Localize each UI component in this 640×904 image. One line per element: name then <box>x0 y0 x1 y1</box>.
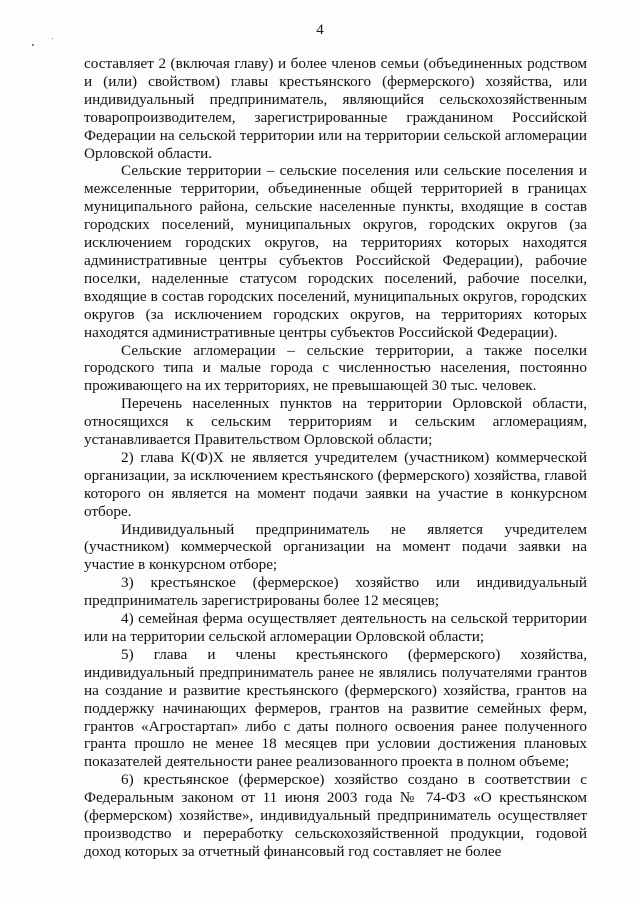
paragraph: составляет 2 (включая главу) и более членов семьи (объединенных родством и (или) свойством) главы крестьянского (фермерского) хозяйства, или индивидуальный предприниматель, являющийся сельскохозяйственным товаропроизводителем, зарегистрированные гражданином Российской Федерации на сельской территории или на территории сельской агломерации Орловской области. <box>84 55 587 162</box>
paragraph: 5) глава и члены крестьянского (фермерского) хозяйства, индивидуальный предприниматель ранее не являлись получателями грантов на создание и развитие крестьянского (фермерского) хозяйства, грантов на поддержку начинающих фермеров, грантов на развитие семейных ферм, грантов «Агростартап» либо с даты полного освоения ранее полученного гранта прошло не менее 18 месяцев при условии достижения плановых показателей деятельности ранее реализованного проекта в полном объеме; <box>84 645 587 771</box>
scan-speck <box>32 44 34 46</box>
paragraph: 2) глава К(Ф)Х не является учредителем (участником) коммерческой организации, за исключением крестьянского (фермерского) хозяйства, главой которого он является на момент подачи заявки на участие в конкурсном отборе. <box>84 448 587 520</box>
paragraph: Сельские агломерации – сельские территории, а также поселки городского типа и малые города с численностью населения, постоянно проживающего на их территориях, не превышающей 30 тыс. человек. <box>84 341 587 395</box>
paragraph: 3) крестьянское (фермерское) хозяйство или индивидуальный предприниматель зарегистрированы более 12 месяцев; <box>84 574 587 610</box>
paragraph: 4) семейная ферма осуществляет деятельность на сельской территории или на территории сельской агломерации Орловской области; <box>84 610 587 645</box>
paragraph: Сельские территории – сельские поселения или сельские поселения и межселенные территории, объединенные общей территорией в границах муниципального района, сельские населенные пункты, входящие в состав городских поселений, муниципальных округов, городских округов (за исключением городских округов, на территориях которых находятся административные центры субъектов Российской Федерации), рабочие поселки, наделенные статусом городских поселений, рабочие поселки, входящие в состав городских поселений, муниципальных округов, городских округов (за исключением городских округов, на территориях которых находятся административные центры субъектов Российской Федерации). <box>84 162 587 341</box>
paragraph: Перечень населенных пунктов на территории Орловской области, относящихся к сельским территориям и сельским агломерациям, устанавливается Правительством Орловской области; <box>84 395 587 449</box>
document-body <box>84 55 587 861</box>
paragraph: 6) крестьянское (фермерское) хозяйство создано в соответствии с Федеральным законом от 11 июня 2003 года № 74-ФЗ «О крестьянском (фермерском) хозяйстве», индивидуальный предприниматель осуществляет производство и переработку сельскохозяйственной продукции, годовой доход которых за отчетный финансовый год составляет не более <box>84 771 587 860</box>
page-number: 4 <box>316 22 324 38</box>
paragraph: Индивидуальный предприниматель не является учредителем (участником) коммерческой организации на момент подачи заявки на участие в конкурсном отборе; <box>84 520 587 574</box>
scan-speck <box>52 38 53 39</box>
